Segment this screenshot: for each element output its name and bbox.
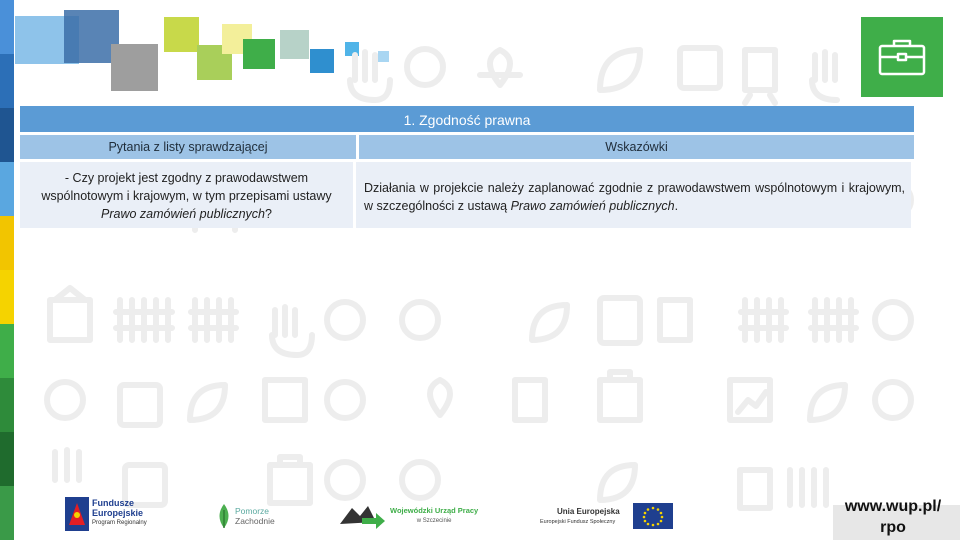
pomorze-zachodnie-logo	[215, 500, 285, 532]
fe-line1: Fundusze	[92, 498, 134, 508]
column-header-hints: Wskazówki	[359, 135, 914, 159]
wup-line1: Wojewódzki Urząd Pracy	[390, 506, 479, 515]
column-header-questions: Pytania z listy sprawdzającej	[20, 135, 359, 159]
pz-line2: Zachodnie	[235, 516, 275, 526]
question-italic-text: Prawo zamówień publicznych	[101, 207, 265, 221]
hint-italic-text: Prawo zamówień publicznych	[510, 199, 675, 213]
fe-line3: Program Regionalny	[92, 520, 147, 526]
table-header-row	[20, 135, 914, 159]
briefcase-icon	[877, 37, 927, 77]
question-text: - Czy projekt jest zgodny z prawodawstwem wspólnotowym i krajowym, w tym przepisami ustawy	[41, 171, 332, 203]
ue-line1: Unia Europejska	[557, 507, 620, 516]
table-row	[20, 159, 914, 228]
hint-cell	[356, 162, 911, 228]
fe-star-icon	[65, 497, 89, 531]
hint-text: Działania w projekcie należy zaplanować zgodnie z prawodawstwem wspólnotowym i krajowym, w szczególności z ustawą	[364, 181, 905, 213]
wup-line2: w Szczecinie	[416, 518, 452, 524]
unia-europejska-logo	[540, 500, 680, 532]
briefcase-tile	[861, 17, 943, 97]
wup-arrow-icon	[338, 502, 386, 530]
question-cell	[20, 162, 356, 228]
eu-flag-icon	[633, 503, 673, 529]
fe-line2: Europejskie	[92, 508, 144, 518]
compliance-table	[20, 106, 914, 228]
hint-end: .	[674, 199, 679, 213]
ue-line2: Europejski Fundusz Społeczny	[540, 519, 616, 525]
website-url[interactable]: www.wup.pl/ rpo	[844, 498, 942, 536]
fundusze-europejskie-logo	[65, 495, 165, 535]
pz-line1: Pomorze	[235, 506, 270, 516]
table-title: 1. Zgodność prawna	[20, 106, 914, 135]
question-end: ?	[265, 207, 272, 221]
wup-szczecin-logo	[338, 500, 483, 532]
leaf-icon	[215, 502, 233, 530]
